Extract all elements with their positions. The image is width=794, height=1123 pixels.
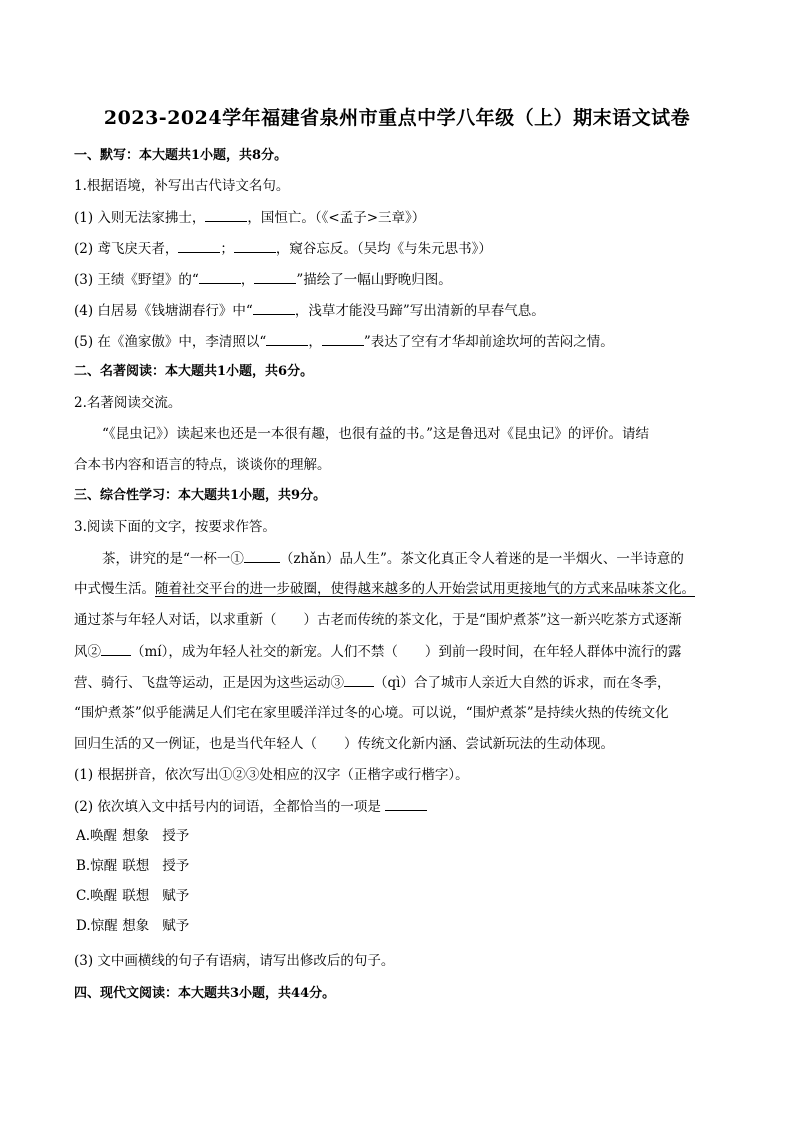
answer-blank[interactable] xyxy=(344,672,374,687)
option-d[interactable]: D.惊醒 想象 赋予 xyxy=(76,918,190,934)
question-3-sub-3: (3) 文中画横线的句子有语病，请写出修改后的句子。 xyxy=(74,953,395,969)
section-heading-4: 四、现代文阅读：本大题共3小题，共44分。 xyxy=(74,986,336,1001)
section-heading-3: 三、综合性学习：本大题共1小题，共9分。 xyxy=(74,488,327,503)
question-2-paragraph-cont: 合本书内容和语言的特点，谈谈你的理解。 xyxy=(74,457,331,473)
question-1-item-4: (4) 白居易《钱塘湖春行》中“ ，浅草才能没马蹄”写出清新的早春气息。 xyxy=(74,300,545,321)
answer-blank[interactable] xyxy=(385,796,427,811)
question-3-sub-2: (2) 依次填入文中括号内的词语，全都恰当的一项是 xyxy=(74,796,427,817)
question-1-item-1: (1) 入则无法家拂士， ，国恒亡。（《<孟子>三章》） xyxy=(74,207,425,228)
answer-blank[interactable] xyxy=(266,331,308,346)
answer-blank[interactable] xyxy=(322,331,364,346)
option-a[interactable]: A.唤醒 想象 授予 xyxy=(76,828,190,844)
passage-line: 茶，讲究的是“一杯一① （zhǎn）品人生”。茶文化真正令人着迷的是一半烟火、一半诗意的 xyxy=(102,548,684,569)
answer-blank[interactable] xyxy=(254,269,296,284)
question-3-stem: 3.阅读下面的文字，按要求作答。 xyxy=(74,519,276,535)
option-c[interactable]: C.唤醒 联想 赋予 xyxy=(76,888,190,904)
exam-title: 2023-2024学年福建省泉州市重点中学八年级（上）期末语文试卷 xyxy=(103,107,691,129)
passage-line: 风② （mí），成为年轻人社交的新宠。人们不禁（ ）到前一段时间，在年轻人群体中流行的露 xyxy=(74,641,681,662)
answer-blank[interactable] xyxy=(234,238,276,253)
passage-line: 营、骑行、飞盘等运动，正是因为这些运动③ （qì）合了城市人亲近大自然的诉求，而在冬季， xyxy=(74,672,670,693)
question-1-stem: 1.根据语境，补写出古代诗文名句。 xyxy=(74,178,290,194)
question-3-sub-1: (1) 根据拼音，依次写出①②③处相应的汉字（正楷字或行楷字）。 xyxy=(74,767,469,783)
passage-line: “围炉煮茶”似乎能满足人们宅在家里暖洋洋过冬的心境。可以说，“围炉煮茶”是持续火热的传统文化 xyxy=(74,705,669,721)
answer-blank[interactable] xyxy=(244,548,280,563)
answer-blank[interactable] xyxy=(101,641,131,656)
answer-blank[interactable] xyxy=(205,207,247,222)
question-1-item-2: (2) 鸢飞戾天者， ； ，窥谷忘反。（吴均《与朱元思书》） xyxy=(74,238,492,259)
answer-blank[interactable] xyxy=(253,300,295,315)
question-2-stem: 2.名著阅读交流。 xyxy=(74,395,182,411)
section-heading-2: 二、名著阅读：本大题共1小题，共6分。 xyxy=(74,364,314,379)
question-1-item-5: (5) 在《渔家傲》中，李清照以“ ， ”表达了空有才华却前途坎坷的苦闷之情。 xyxy=(74,331,614,352)
passage-line: 通过茶与年轻人对话，以求重新（ ）古老而传统的茶文化，于是“围炉煮茶”这一新兴吃茶方式逐渐 xyxy=(74,612,682,628)
answer-blank[interactable] xyxy=(199,269,241,284)
underlined-sentence: 随着社交平台的进一步破圈，使得越来越多的人开始尝试用更接地气的方式来品味茶文化。 xyxy=(155,581,695,597)
passage-line: 回归生活的又一例证，也是当代年轻人（ ）传统文化新内涵、尝试新玩法的生动体现。 xyxy=(74,736,614,752)
section-heading-1: 一、默写：本大题共1小题，共8分。 xyxy=(74,148,288,163)
option-b[interactable]: B.惊醒 联想 授予 xyxy=(76,858,190,874)
question-2-paragraph: “《昆虫记》）读起来也还是一本很有趣，也很有益的书。”这是鲁迅对《昆虫记》的评价。请结 xyxy=(102,426,650,442)
answer-blank[interactable] xyxy=(178,238,220,253)
question-1-item-3: (3) 王绩《野望》的“ ， ”描绘了一幅山野晚归图。 xyxy=(74,269,452,290)
passage-line: 中式慢生活。随着社交平台的进一步破圈，使得越来越多的人开始尝试用更接地气的方式来品味茶文化。 xyxy=(74,581,695,597)
